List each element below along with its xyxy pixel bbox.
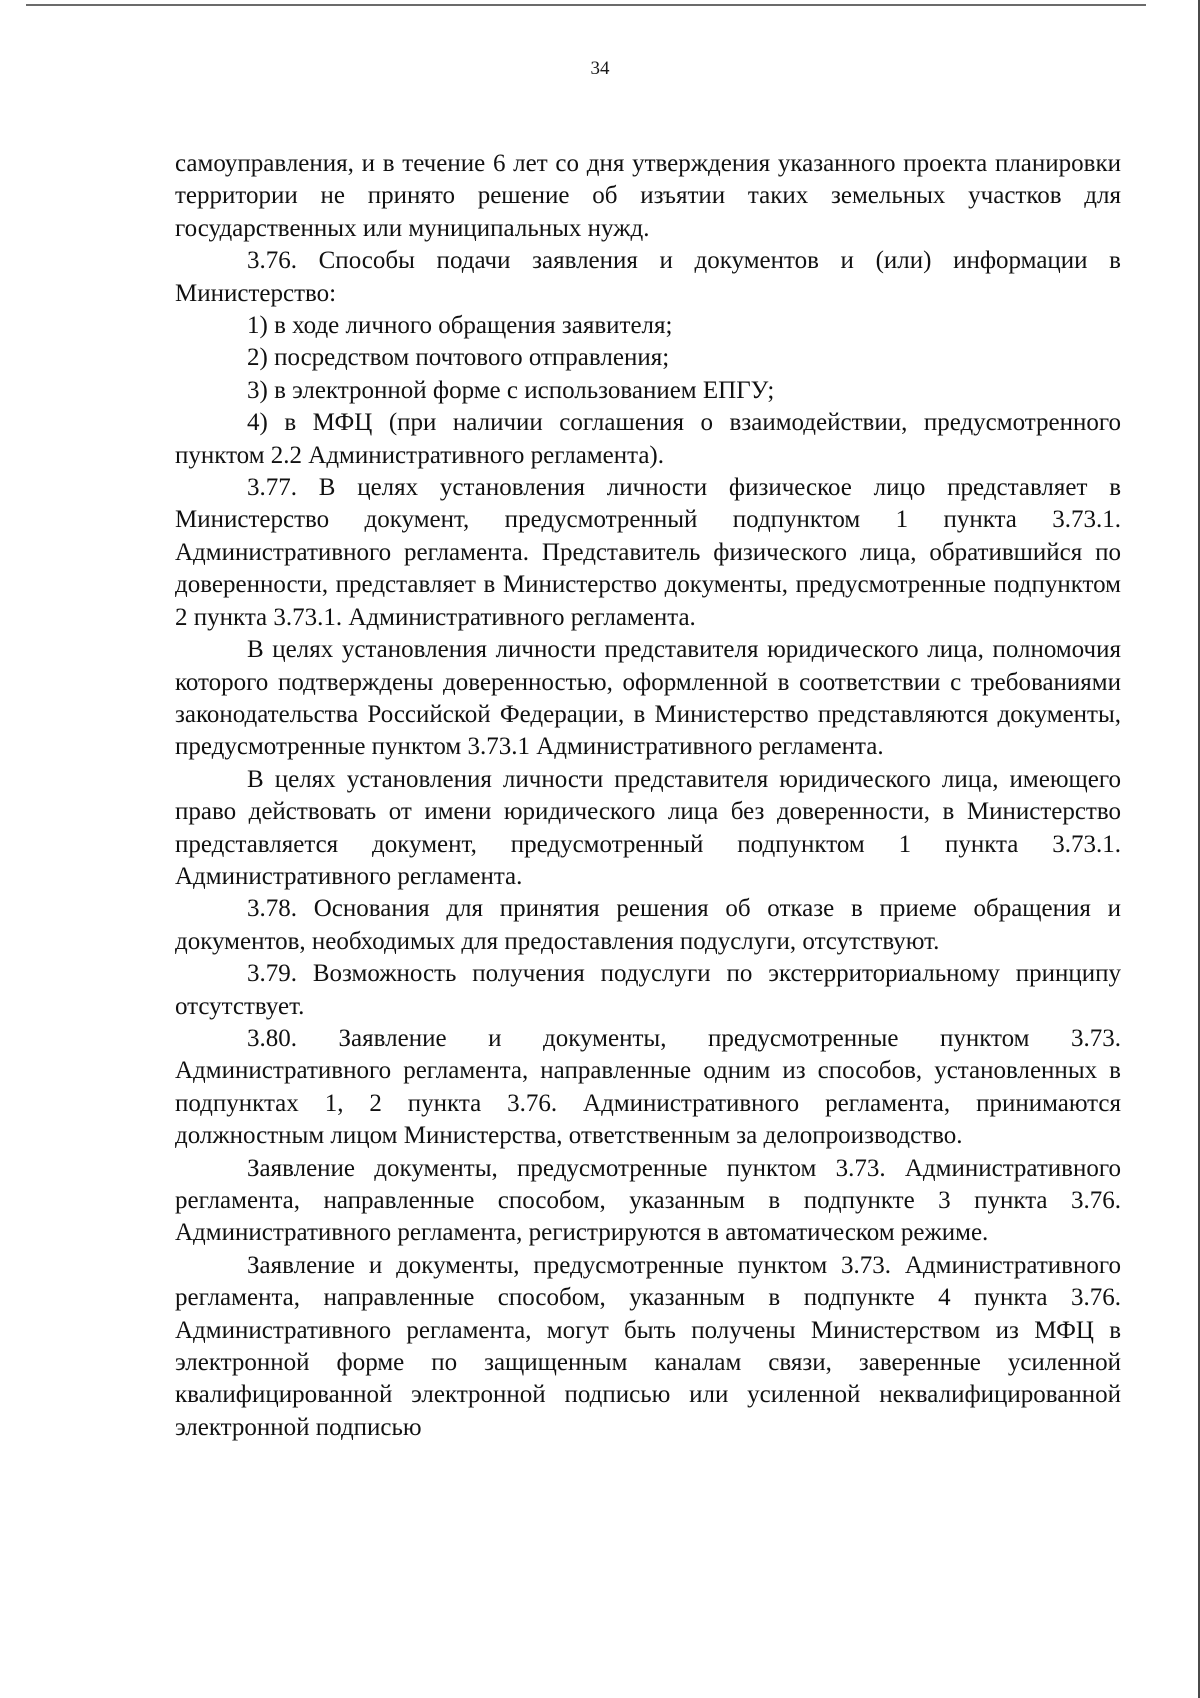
paragraph: 3.76. Способы подачи заявления и документов и (или) информации в Министерство: bbox=[175, 247, 1121, 307]
scan-border-top bbox=[26, 4, 1146, 6]
list-item: 1) в ходе личного обращения заявителя; bbox=[247, 312, 673, 340]
paragraph: В целях установления личности представителя юридического лица, полномочия которого подтверждены доверенностью, оформленной в соответствии с требованиями законодательства Российской Федерации, в Министерство представляются документы, предусмотренные пунктом 3.73.1 Административного регламента. bbox=[175, 636, 1121, 761]
paragraph: Заявление и документы, предусмотренные пунктом 3.73. Административного регламента, направленные способом, указанным в подпункте 4 пункта 3.76. Административного регламента, могут быть получены Министерством из МФЦ в электронной форме по защищенным каналам связи, заверенные усиленной квалифицированной электронной подписью или усиленной неквалифицированной электронной подписью bbox=[175, 1251, 1121, 1441]
paragraph: самоуправления, и в течение 6 лет со дня утверждения указанного проекта планировки территории не принято решение об изъятии таких земельных участков для государственных или муниципальных нужд. bbox=[175, 150, 1121, 242]
paragraph: В целях установления личности представителя юридического лица, имеющего право действовать от имени юридического лица без доверенности, в Министерство представляется документ, предусмотренный подпунктом 1 пункта 3.73.1. Административного регламента. bbox=[175, 765, 1121, 890]
paragraph: Заявление документы, предусмотренные пунктом 3.73. Административного регламента, направленные способом, указанным в подпункте 3 пункта 3.76. Административного регламента, регистрируются в автоматическом режиме. bbox=[175, 1154, 1121, 1247]
list-item: 4) в МФЦ (при наличии соглашения о взаимодействии, предусмотренного пунктом 2.2 Административного регламента). bbox=[175, 409, 1121, 469]
list-item: 3) в электронной форме с использованием ЕПГУ; bbox=[247, 376, 775, 404]
paragraph: 3.78. Основания для принятия решения об отказе в приеме обращения и документов, необходимых для предоставления подуслуги, отсутствуют. bbox=[175, 895, 1121, 955]
paragraph: 3.77. В целях установления личности физическое лицо представляет в Министерство документ, предусмотренный подпунктом 1 пункта 3.73.1. Административного регламента. Представитель физического лица, обратившийся по доверенности, представляет в Министерство документы, предусмотренные подпунктом 2 пункта 3.73.1. Административного регламента. bbox=[175, 474, 1121, 631]
document-body bbox=[175, 148, 1121, 1444]
paragraph: 3.80. Заявление и документы, предусмотренные пунктом 3.73. Административного регламента, направленные одним из способов, установленных в подпунктах 1, 2 пункта 3.76. Административного регламента, принимаются должностным лицом Министерства, ответственным за делопроизводство. bbox=[175, 1024, 1121, 1150]
page-number: 34 bbox=[590, 58, 610, 79]
paragraph: 3.79. Возможность получения подуслуги по экстерриториальному принципу отсутствует. bbox=[175, 960, 1121, 1020]
list-item: 2) посредством почтового отправления; bbox=[247, 344, 670, 372]
